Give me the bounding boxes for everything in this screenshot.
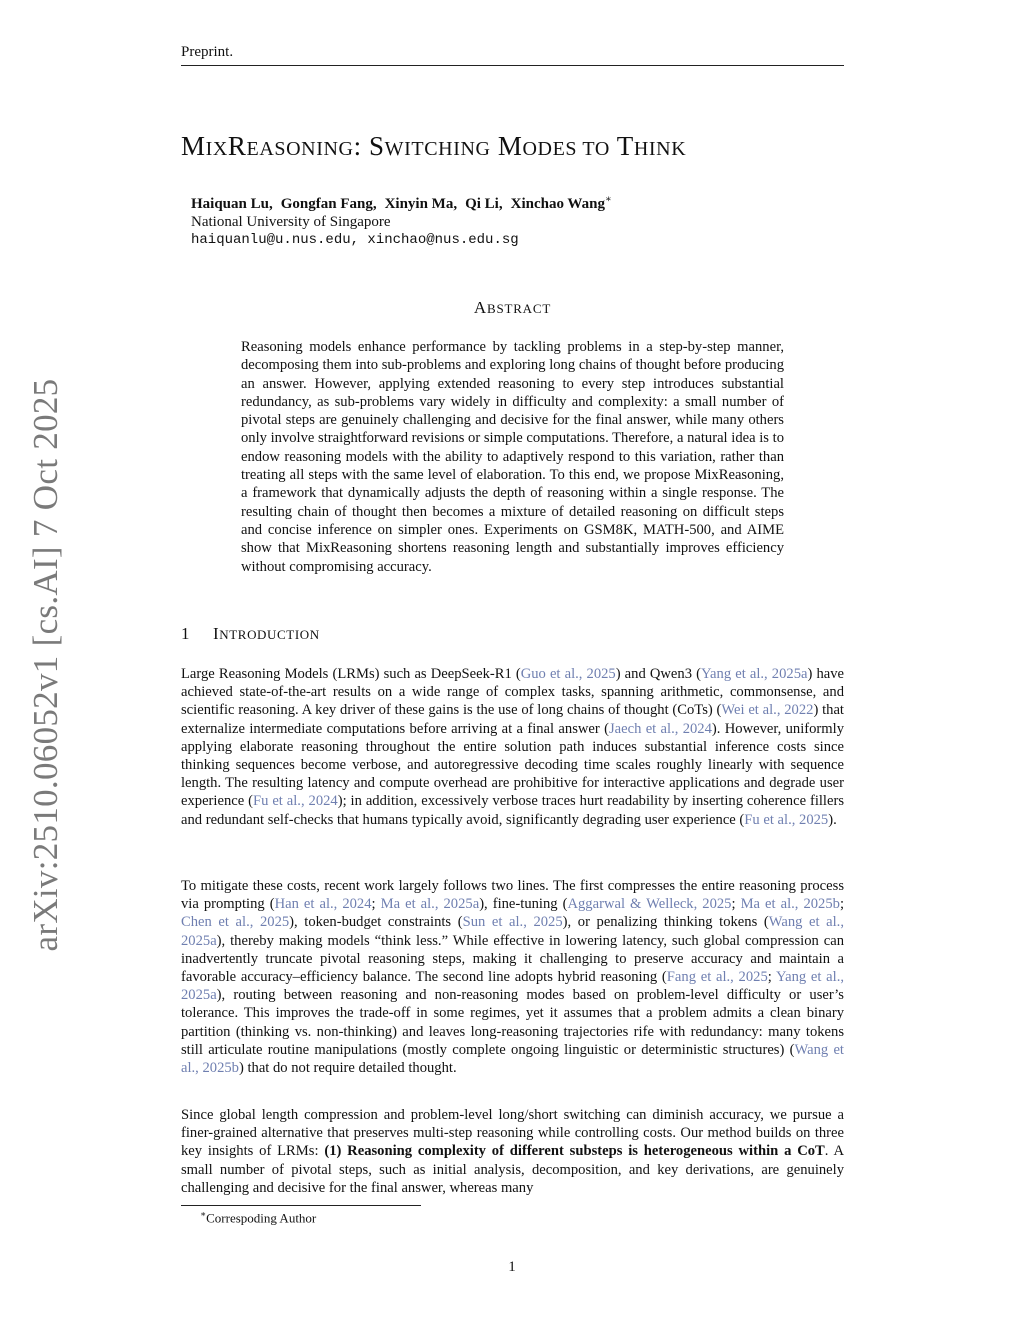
title-part: M bbox=[497, 131, 523, 161]
header-rule bbox=[181, 65, 844, 66]
citation-link[interactable]: Ma et al., 2025b bbox=[740, 896, 840, 913]
citation-link[interactable]: Sun et al., 2025 bbox=[462, 914, 563, 931]
citation-link[interactable]: Yang et al., 2025a bbox=[181, 969, 845, 1004]
title-part: EASONING bbox=[246, 138, 354, 160]
text-run: ), fine-tuning ( bbox=[479, 896, 568, 913]
text-run: ), routing between reasoning and non-reasoning modes based on problem-level difficulty or user’s tolerance. This improves the trade-off in some regimes, yet it assumes that a problem admits a clean binary partition (thinking vs. non-thinking) and leaves long-reasoning trajectories rife with redundancy: many tokens still articulate routine manipulations (mostly complete ongoing linguistic or deterministic structures) ( bbox=[181, 987, 844, 1058]
text-run: ; bbox=[767, 969, 777, 986]
author-emails[interactable]: haiquanlu@u.nus.edu, xinchao@nus.edu.sg bbox=[191, 232, 519, 248]
title-part: S bbox=[369, 131, 385, 161]
citation-link[interactable]: Chen et al., 2025 bbox=[181, 914, 290, 931]
bold-insight: (1) Reasoning complexity of different substeps is heterogeneous within a CoT bbox=[324, 1143, 825, 1160]
section-number: 1 bbox=[181, 624, 191, 643]
author-name: Qi Li, bbox=[465, 196, 503, 212]
citation-link[interactable]: Fang et al., 2025 bbox=[666, 969, 768, 986]
text-run: ), or penalizing thinking tokens ( bbox=[562, 914, 769, 931]
text-run: ) that externalize intermediate computations before arriving at a final answer ( bbox=[181, 702, 844, 737]
text-run: ), thereby making models “think less.” While effective in lowering latency, such global compression can inadvertently truncate pivotal reasoning steps, making it challenging to preserve accuracy and maintain a favorable accuracy–efficiency balance. The second line adopts hybrid reasoning ( bbox=[181, 932, 844, 986]
footnote-text: Correspoding Author bbox=[206, 1210, 317, 1226]
citation-link[interactable]: Wang et al., 2025b bbox=[181, 1041, 844, 1077]
section-heading-introduction bbox=[181, 624, 320, 644]
title-part: ODES TO bbox=[522, 138, 610, 160]
text-run: Large Reasoning Models (LRMs) such as DeepSeek-R1 ( bbox=[181, 666, 521, 682]
abstract-heading bbox=[181, 298, 844, 318]
intro-paragraph-1 bbox=[181, 665, 844, 829]
text-run: ; bbox=[371, 896, 381, 913]
text-run: ; bbox=[839, 896, 845, 913]
text-run: ) and Qwen3 ( bbox=[615, 666, 701, 682]
citation-link[interactable]: Wei et al., 2022 bbox=[721, 702, 814, 719]
text-run: ) have achieved state-of-the-art results on a wide range of complex tasks, spanning arithmetic, commonsense, and scientific reasoning. A key driver of these gains is the use of long chains of thought (CoTs) ( bbox=[181, 666, 844, 719]
citation-link[interactable]: Han et al., 2024 bbox=[274, 896, 372, 913]
author-name: Xinyin Ma, bbox=[384, 196, 458, 212]
section-heading-initial: I bbox=[213, 624, 220, 643]
intro-paragraph-3 bbox=[181, 1106, 844, 1197]
citation-link[interactable]: Fu et al., 2024 bbox=[252, 793, 338, 810]
preprint-label: Preprint. bbox=[181, 44, 234, 60]
paper-title bbox=[181, 131, 686, 162]
citation-link[interactable]: Wang et al., 2025a bbox=[181, 914, 844, 949]
title-part: WITCHING bbox=[384, 138, 491, 160]
title-part: HINK bbox=[633, 138, 687, 160]
text-run: ; bbox=[731, 896, 741, 913]
citation-link[interactable]: Yang et al., 2025a bbox=[700, 666, 808, 682]
arxiv-stamp-container bbox=[16, 380, 76, 950]
title-part: R bbox=[227, 131, 247, 161]
abstract-text: Reasoning models enhance performance by tackling problems in a step-by-step manner, decomposing them into sub-problems and exploring long chains of thought before producing an answer. However, applying extended reasoning to every step introduces substantial redundancy, as sub-problems vary widely in difficulty and complexity: a small number of pivotal steps are genuinely challenging and decisive for the final answer, while many others only involve straightforward revisions or simple computations. Therefore, a natural idea is to endow reasoning models with the ability to adaptively respond to this variation, rather than treating all steps with the same level of elaboration. To this end, we propose MixReasoning, a framework that dynamically adjusts the depth of reasoning within a single response. The resulting chain of thought then becomes a mixture of detailed reasoning on difficult steps and concise inference on simpler ones. Experiments on GSM8K, MATH-500, and AIME show that MixReasoning shortens reasoning length and substantially improves efficiency without compromising accuracy. bbox=[241, 339, 784, 575]
citation-link[interactable]: Ma et al., 2025a bbox=[380, 896, 480, 913]
citation-link[interactable]: Fu et al., 2025 bbox=[744, 811, 829, 828]
text-run: ). bbox=[828, 811, 837, 828]
title-part: T bbox=[616, 131, 634, 161]
author-list bbox=[191, 194, 612, 213]
title-part: : bbox=[353, 131, 362, 161]
text-run: Since global length compression and problem-level long/short switching can diminish accuracy, we pursue a finer-grained alternative that preserves multi-step reasoning while controlling costs. Our method builds on three key insights of LRMs: bbox=[181, 1107, 844, 1160]
title-part: M bbox=[181, 131, 206, 161]
text-run: ), token-budget constraints ( bbox=[289, 914, 463, 931]
citation-link[interactable]: Guo et al., 2025 bbox=[520, 666, 616, 682]
abstract-heading-rest: BSTRACT bbox=[486, 301, 552, 316]
author-name: Haiquan Lu, bbox=[191, 196, 273, 212]
page-number: 1 bbox=[508, 1259, 516, 1275]
text-run: ) that do not require detailed thought. bbox=[238, 1060, 457, 1077]
text-run: ); in addition, excessively verbose traces hurt readability by inserting coherence fillers and redundant self-checks that humans typically avoid, significantly degrading user experience ( bbox=[181, 793, 845, 828]
section-heading-rest: NTRODUCTION bbox=[219, 627, 320, 642]
text-run: . A small number of pivotal steps, such as initial analysis, decomposition, and key derivations, are genuinely challenging and decisive for the final answer, whereas many bbox=[181, 1143, 845, 1196]
citation-link[interactable]: Aggarwal & Welleck, 2025 bbox=[567, 896, 732, 913]
abstract-heading-initial: A bbox=[473, 298, 487, 317]
footnote-mark: ∗ bbox=[200, 1209, 207, 1219]
affiliation: National University of Singapore bbox=[191, 214, 391, 230]
intro-paragraph-2 bbox=[181, 877, 844, 1077]
author-name: Xinchao Wang bbox=[510, 196, 605, 212]
citation-link[interactable]: Jaech et al., 2024 bbox=[608, 720, 712, 737]
footnote bbox=[200, 1209, 316, 1226]
text-run: To mitigate these costs, recent work largely follows two lines. The first compresses the entire reasoning process via prompting ( bbox=[181, 878, 844, 913]
author-name: Gongfan Fang, bbox=[280, 196, 377, 212]
title-part: IX bbox=[205, 138, 228, 160]
footnote-rule bbox=[181, 1205, 421, 1206]
arxiv-stamp[interactable]: arXiv:2510.06052v1 [cs.AI] 7 Oct 2025 bbox=[26, 378, 65, 952]
corresponding-author-mark: ∗ bbox=[604, 194, 612, 205]
text-run: ). However, uniformly applying elaborate reasoning throughout the entire solution path induces substantial inference costs since thinking sequences become verbose, and autoregressive decoding time scales roughly linearly with sequence length. The resulting latency and compute overhead are prohibitive for interactive applications and degrade user experience ( bbox=[181, 720, 844, 810]
